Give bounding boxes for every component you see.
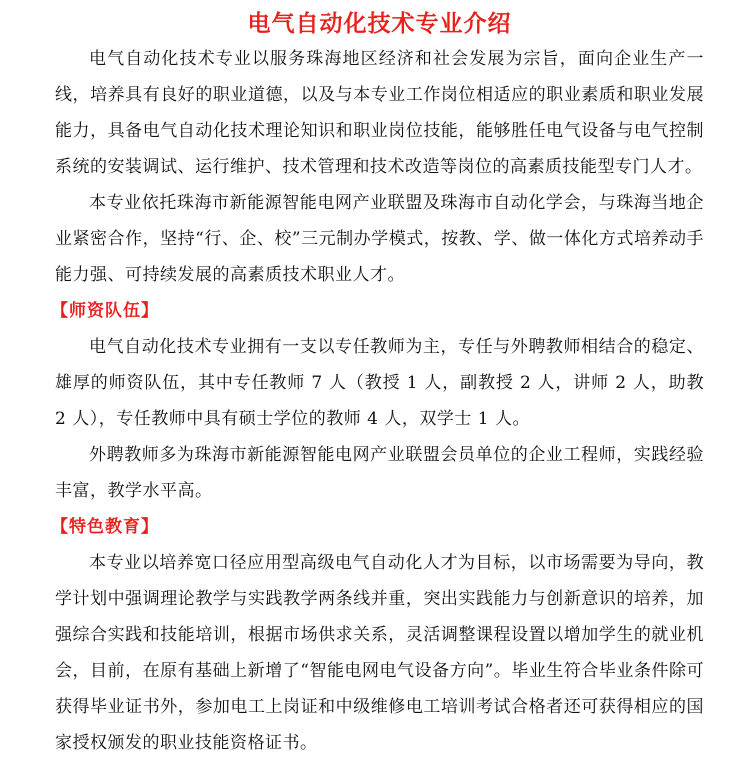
intro-paragraph: 电气自动化技术专业以服务珠海地区经济和社会发展为宗旨，面向企业生产一线，培养具有良好的职业道德，以及与本专业工作岗位相适应的职业素质和职业发展能力，具备电气自动化技术理论知识和职业岗位技能，能够胜任电气设备与电气控制系统的安装调试、运行维护、技术管理和技术改造等岗位的高素质技能型专门人才。 [55,49,704,177]
faculty-paragraph: 外聘教师多为珠海市新能源智能电网产业联盟会员单位的企业工程师，实践经验丰富，教学水平高。 [55,445,704,501]
document-title: 电气自动化技术专业介绍 [247,11,512,37]
intro-paragraph: 本专业依托珠海市新能源智能电网产业联盟及珠海市自动化学会，与珠海当地企业紧密合作，坚持“行、企、校”三元制办学模式，按教、学、做一体化方式培养动手能力强、可持续发展的高素质技术职业人才。 [55,193,704,285]
featured-education-paragraph: 本专业以培养宽口径应用型高级电气自动化人才为目标，以市场需要为导向，教学计划中强调理论教学与实践教学两条线并重，突出实践能力与创新意识的培养，加强综合实践和技能培训，根据市场供求关系，灵活调整课程设置以增加学生的就业机会，目前，在原有基础上新增了“智能电网电气设备方向”。毕业生符合毕业条件除可获得毕业证书外，参加电工上岗证和中级维修电工培训考试合格者还可获得相应的国家授权颁发的职业技能资格证书。 [55,553,704,753]
section-heading-featured-education: 【特色教育】 [51,517,159,537]
section-heading-faculty: 【师资队伍】 [51,301,159,321]
faculty-paragraph: 电气自动化技术专业拥有一支以专任教师为主，专任与外聘教师相结合的稳定、雄厚的师资队伍，其中专任教师 7 人（教授 1 人，副教授 2 人，讲师 2 人，助教 2 人），专任教师中具有硕士学位的教师 4 人，双学士 1 人。 [55,337,704,429]
